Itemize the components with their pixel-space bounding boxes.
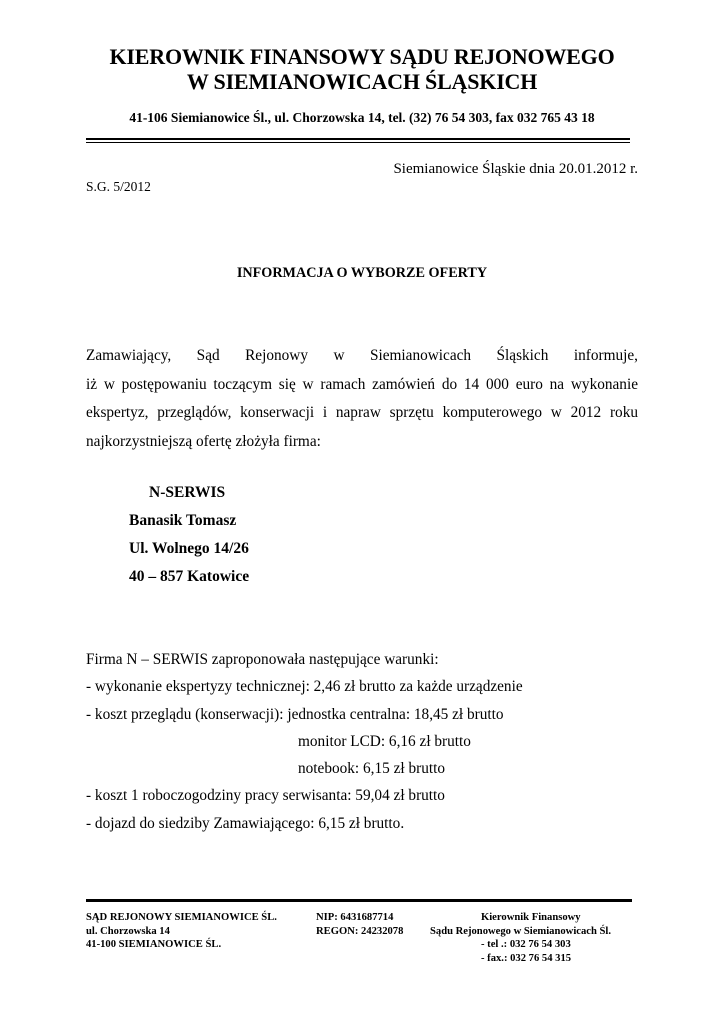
paragraph-line-3: ekspertyz, przeglądów, konserwacji i napraw sprzętu komputerowego w 2012 roku	[86, 404, 638, 421]
header-rule-thin	[86, 142, 630, 143]
place-date: Siemianowice Śląskie dnia 20.01.2012 r.	[393, 161, 638, 177]
footer-office-title: Kierownik Finansowy	[481, 912, 581, 923]
terms-item-travel: - dojazd do siedziby Zamawiającego: 6,15 zł brutto.	[86, 814, 405, 832]
footer-street: ul. Chorzowska 14	[86, 925, 170, 937]
terms-list	[86, 646, 523, 837]
document-title: INFORMACJA O WYBORZE OFERTY	[236, 265, 488, 281]
company-owner: Banasik Tomasz	[129, 512, 237, 529]
letterhead-title-line1: KIEROWNIK FINANSOWY SĄDU REJONOWEGO	[109, 44, 615, 69]
terms-item-monitor: monitor LCD: 6,16 zł brutto	[298, 732, 471, 750]
footer-tax-ids	[316, 911, 403, 938]
company-name: N-SERWIS	[149, 484, 226, 501]
footer-fax: - fax.: 032 76 54 315	[481, 952, 572, 964]
footer-nip: NIP: 6431687714	[316, 912, 394, 923]
footer-rule	[86, 899, 632, 902]
terms-item-expertise: - wykonanie ekspertyzy technicznej: 2,46 zł brutto za każde urządzenie	[86, 678, 523, 696]
footer-contact	[430, 911, 640, 965]
footer-office-court: Sądu Rejonowego w Siemianowicach Śl.	[430, 925, 611, 937]
header-rule-thick	[86, 138, 630, 140]
footer-court-address	[86, 911, 277, 952]
main-paragraph	[86, 342, 638, 456]
paragraph-line-2: iż w postępowaniu toczącym się w ramach zamówień do 14 000 euro na wykonanie	[86, 375, 638, 393]
company-street: Ul. Wolnego 14/26	[129, 540, 249, 557]
terms-intro: Firma N – SERWIS zaproponowała następujące warunki:	[86, 651, 439, 668]
letterhead-address: 41-106 Siemianowice Śl., ul. Chorzowska 14, tel. (32) 76 54 303, fax 032 765 43 18	[129, 110, 595, 125]
terms-item-inspection: - koszt przeglądu (konserwacji): jednostka centralna: 18,45 zł brutto	[86, 705, 504, 723]
footer-postal: 41-100 SIEMIANOWICE ŚL.	[86, 939, 222, 950]
footer-regon: REGON: 24232078	[316, 925, 404, 937]
terms-item-notebook: notebook: 6,15 zł brutto	[298, 760, 446, 778]
paragraph-line-1: Zamawiający, Sąd Rejonowy w Siemianowicach Śląskich informuje,	[86, 347, 638, 364]
footer-phone: - tel .: 032 76 54 303	[481, 939, 571, 950]
letterhead-title-line2: W SIEMIANOWICACH ŚLĄSKICH	[186, 69, 538, 94]
terms-item-labour: - koszt 1 roboczogodziny pracy serwisanta: 59,04 zł brutto	[86, 787, 445, 805]
company-city: 40 – 857 Katowice	[129, 568, 250, 585]
paragraph-line-4: najkorzystniejszą ofertę złożyła firma:	[86, 432, 321, 450]
reference-number: S.G. 5/2012	[86, 179, 151, 194]
footer-court-name: SĄD REJONOWY SIEMIANOWICE ŚL.	[86, 912, 277, 923]
